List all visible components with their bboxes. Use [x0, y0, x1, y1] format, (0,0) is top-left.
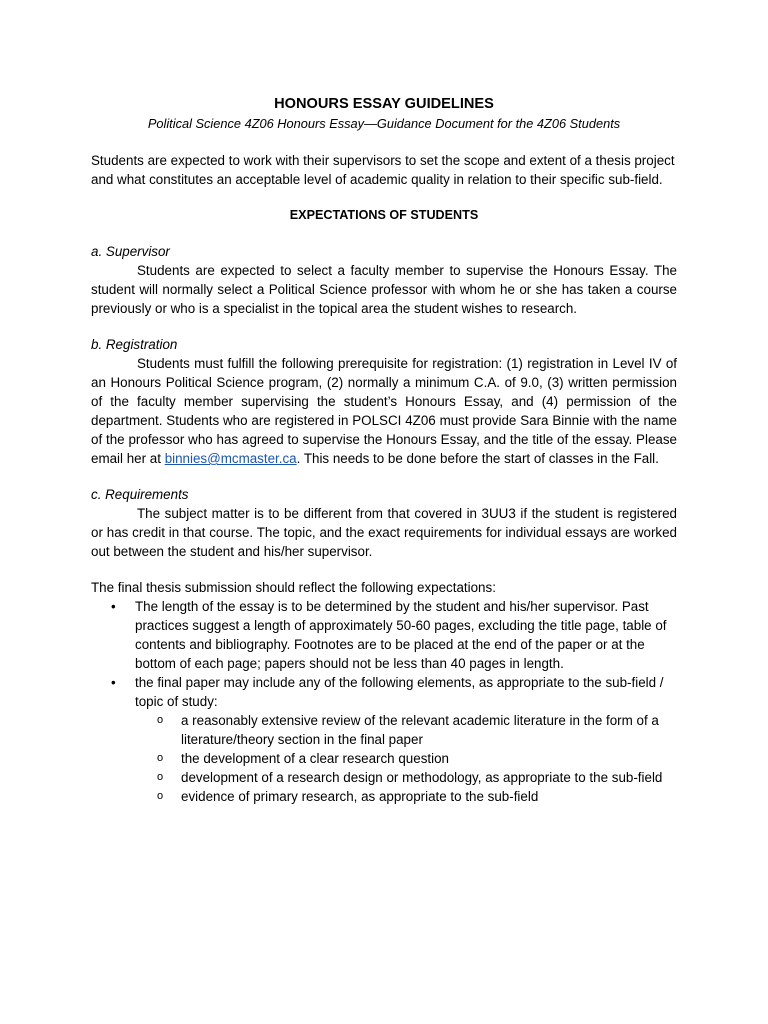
- expectations-list: [91, 597, 677, 806]
- registration-paragraph: [91, 354, 677, 468]
- list-item-text: a reasonably extensive review of the relevant academic literature in the form of a literature/theory section in the final paper: [181, 713, 659, 747]
- list-item-text: evidence of primary research, as appropriate to the sub-field: [181, 789, 539, 804]
- bullet-icon: •: [111, 675, 116, 690]
- list-item: [135, 711, 677, 749]
- requirements-paragraph: The subject matter is to be different from that covered in 3UU3 if the student is registered or has credit in that course. The topic, and the exact requirements for individual essays are worked out between the student and his/her supervisor.: [91, 506, 677, 559]
- registration-text: Students must fulfill the following prerequisite for registration: (1) registration in Level IV of an Honours Political Science program, (2) normally a minimum C.A. of 9.0, (3) written permission of the faculty member supervising the student’s Honours Essay, and (4) permission of the department. Students who are registered in POLSCI 4Z06 must provide Sara Binnie with the name of the professor who has agreed to supervise the Honours Essay, and the title of the essay. Please email her at: [91, 356, 677, 466]
- list-item: [135, 768, 677, 787]
- registration-text-end: . This needs to be done before the start of classes in the Fall.: [296, 451, 659, 466]
- bullet-icon: •: [111, 599, 116, 614]
- list-item: [135, 787, 677, 806]
- circle-bullet-icon: o: [157, 771, 164, 783]
- list-item: [91, 673, 677, 806]
- requirements-heading: c. Requirements: [91, 487, 189, 502]
- registration-heading: b. Registration: [91, 337, 178, 352]
- email-link[interactable]: binnies@mcmaster.ca: [164, 451, 297, 466]
- supervisor-heading: a. Supervisor: [91, 244, 170, 259]
- document-title: HONOURS ESSAY GUIDELINES: [274, 96, 494, 112]
- intro-paragraph: Students are expected to work with their supervisors to set the scope and extent of a thesis project and what constitutes an acceptable level of academic quality in relation to their specific sub-field.: [91, 153, 675, 187]
- list-item-text: the final paper may include any of the following elements, as appropriate to the sub-field / topic of study:: [135, 675, 664, 709]
- section-heading: EXPECTATIONS OF STUDENTS: [289, 208, 479, 222]
- list-item-text: the development of a clear research question: [181, 751, 449, 766]
- circle-bullet-icon: o: [157, 790, 164, 802]
- circle-bullet-icon: o: [157, 752, 164, 764]
- list-item-text: The length of the essay is to be determined by the student and his/her supervisor. Past practices suggest a length of approximately 50-60 pages, excluding the title page, table of contents and bibliography. Footnotes are to be placed at the end of the paper or at the bottom of each page; papers should not be less than 40 pages in length.: [135, 599, 667, 671]
- document-subtitle: Political Science 4Z06 Honours Essay—Guidance Document for the 4Z06 Students: [147, 116, 621, 131]
- list-item: [135, 749, 677, 768]
- supervisor-paragraph: Students are expected to select a faculty member to supervise the Honours Essay. The student will normally select a Political Science professor with whom he or she has taken a course previously or who is a specialist in the topical area the student wishes to research.: [91, 263, 677, 316]
- list-item-text: development of a research design or methodology, as appropriate to the sub-field: [181, 770, 663, 785]
- elements-list: [135, 711, 677, 806]
- list-item: [91, 597, 677, 673]
- circle-bullet-icon: o: [157, 714, 164, 726]
- expectations-intro: The final thesis submission should reflect the following expectations:: [91, 580, 496, 595]
